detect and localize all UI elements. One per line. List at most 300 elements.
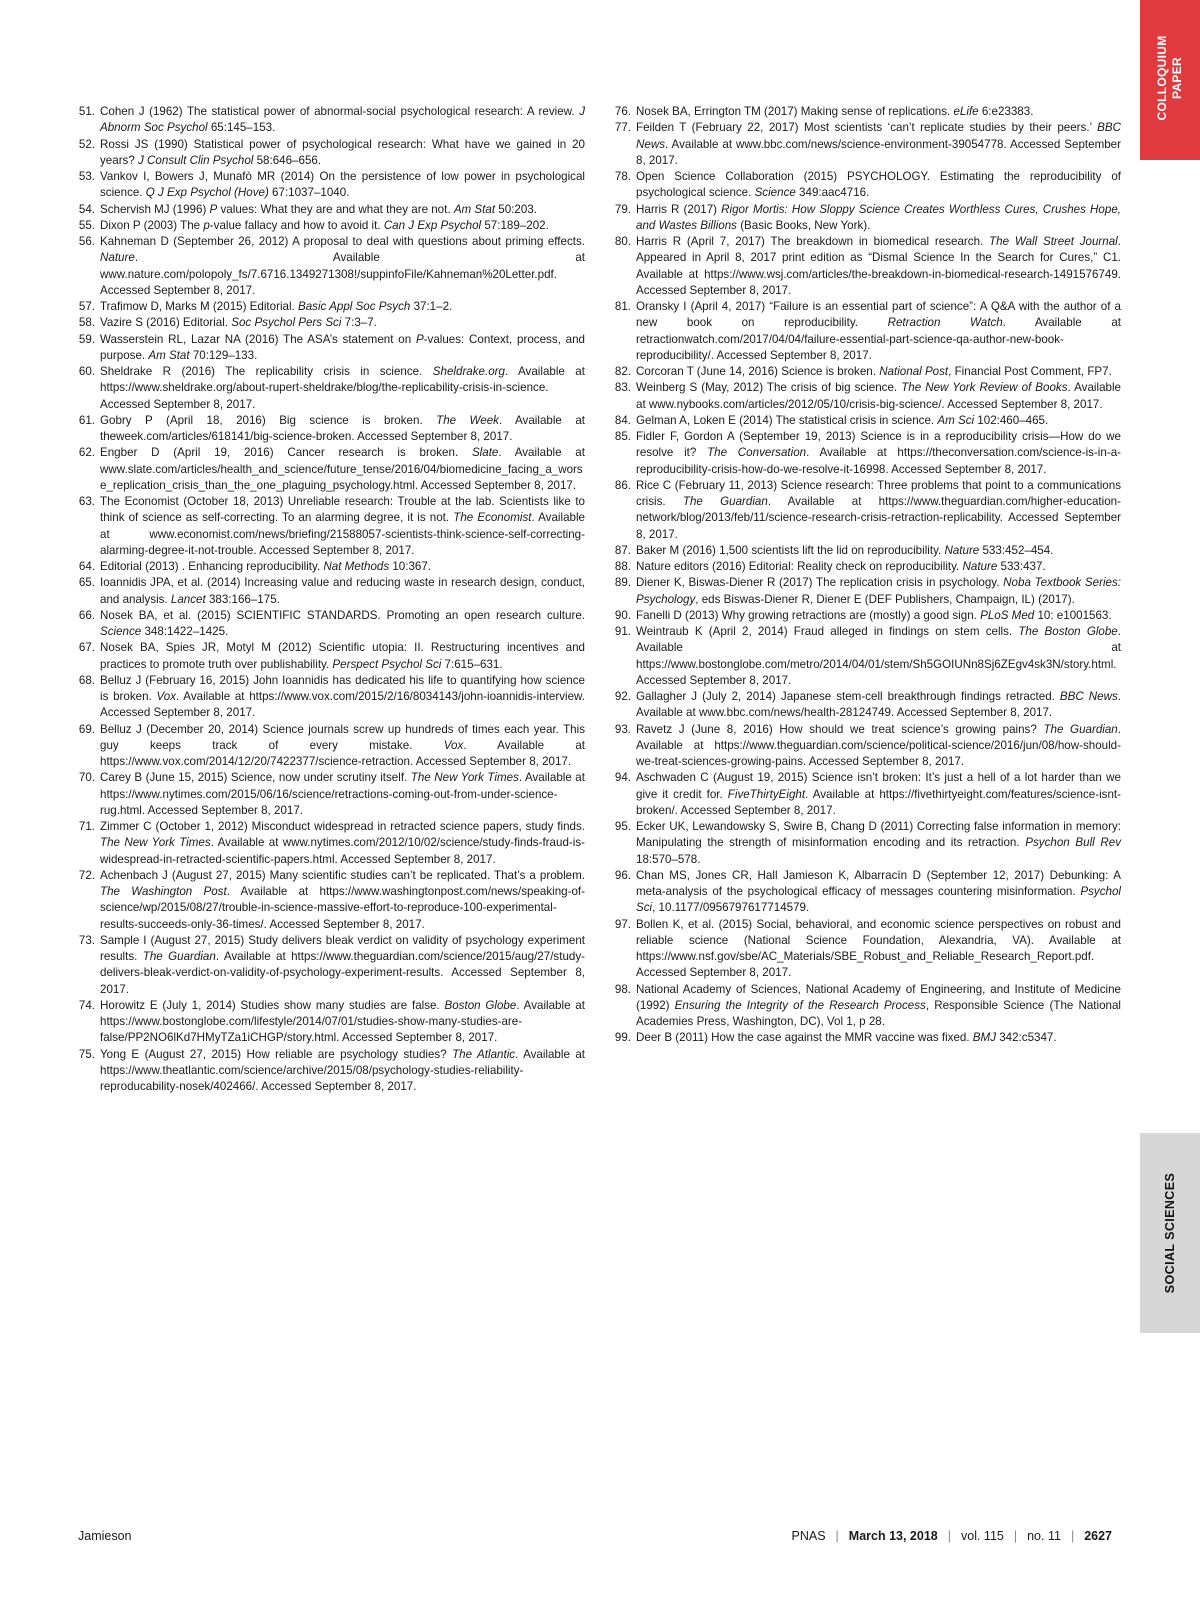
reference-segment: 50:203. <box>495 202 537 216</box>
reference-segment: The Economist (October 18, 2013) Unreliable research: Trouble at the lab. Scientists like to think of science as self-correcting. To an alarming degree, it is not. <box>100 495 585 525</box>
reference-number: 51. <box>78 105 95 118</box>
reference-item <box>73 299 585 315</box>
reference-segment: 533:452–454. <box>979 543 1054 557</box>
reference-number: 99. <box>614 1031 631 1045</box>
reference-number: 75. <box>78 1047 95 1061</box>
reference-segment: 533:437. <box>997 560 1046 573</box>
reference-segment: Editorial (2013) . Enhancing reproducibility. <box>100 560 324 573</box>
reference-item <box>73 559 585 575</box>
reference-item <box>609 478 1121 543</box>
reference-italic-segment: Boston Globe <box>444 998 517 1012</box>
reference-item <box>609 234 1121 299</box>
reference-item <box>609 689 1121 722</box>
reference-segment: (Basic Books, New York). <box>736 218 871 232</box>
reference-segment: Carey B (June 15, 2015) Science, now under scrutiny itself. <box>100 771 411 785</box>
footer-separator: | <box>1070 1529 1075 1543</box>
reference-segment: National Academy of Sciences, National Academy of Engineering, and Institute of Medicine (1992) <box>636 982 1121 1012</box>
reference-segment: Harris R (2017) <box>636 202 722 216</box>
reference-italic-segment: The Guardian <box>142 950 216 963</box>
reference-segment: . Available at www.economist.com/news/briefing/21588057-scientists-think-science-self-correcting-alarming-degree-it-not-trouble. Accessed September 8, 2017. <box>100 511 585 557</box>
reference-italic-segment: Science <box>100 625 142 638</box>
reference-segment: Nosek BA, Errington TM (2017) Making sense of replications. <box>636 105 954 118</box>
reference-italic-segment: J Consult Clin Psychol <box>138 153 254 167</box>
reference-item <box>609 380 1121 413</box>
reference-text <box>636 364 1121 380</box>
reference-italic-segment: The Atlantic <box>452 1047 516 1061</box>
footer-issue: no. 11 <box>1027 1529 1061 1543</box>
reference-segment: Sheldrake R (2016) The replicability crisis in science. <box>100 365 433 378</box>
reference-italic-segment: Can J Exp Psychol <box>383 218 482 232</box>
reference-number: 66. <box>78 608 95 622</box>
reference-number: 94. <box>614 771 631 785</box>
reference-text <box>100 218 585 234</box>
reference-item <box>73 494 585 559</box>
reference-number: 84. <box>614 413 631 427</box>
reference-number: 58. <box>78 316 95 330</box>
reference-segment: Deer B (2011) How the case against the MMR vaccine was fixed. <box>636 1031 973 1045</box>
reference-italic-segment: The Week <box>436 413 499 427</box>
reference-text <box>636 104 1121 120</box>
reference-item <box>73 673 585 722</box>
reference-segment: Ecker UK, Lewandowsky S, Swire B, Chang D (2011) Correcting false information in memory: Manipulating the strength of misinformation encoding and its retraction. <box>636 820 1121 850</box>
reference-italic-segment: Soc Psychol Pers Sci <box>231 316 342 330</box>
reference-text <box>636 575 1121 608</box>
reference-segment: Harris R (April 7, 2017) The breakdown in biomedical research. <box>636 235 990 248</box>
reference-item <box>609 559 1121 575</box>
reference-number: 65. <box>78 576 95 590</box>
reference-number: 92. <box>614 690 631 703</box>
reference-segment: . Available at https://theconversation.com/science-is-in-a-reproducibility-crisis-how-do-we-resolve-it-16998. Accessed September 8, 2017. <box>636 446 1122 476</box>
reference-text <box>636 917 1121 982</box>
reference-segment: Ravetz J (June 8, 2016) How should we treat science’s growing pains? <box>636 722 1044 736</box>
footer-journal: PNAS <box>791 1529 826 1543</box>
reference-italic-segment: BBC News <box>1059 690 1118 703</box>
colloquium-paper-tab <box>1140 0 1200 160</box>
reference-item <box>73 933 585 998</box>
reference-number: 64. <box>78 560 95 573</box>
reference-text <box>100 332 585 365</box>
tab-line-paper: PAPER <box>1170 57 1184 99</box>
references-right-column <box>609 104 1121 1047</box>
reference-segment: Trafimow D, Marks M (2015) Editorial. <box>100 300 298 313</box>
reference-text <box>636 543 1121 559</box>
footer-separator: | <box>835 1529 839 1543</box>
reference-italic-segment: Lancet <box>170 592 206 606</box>
reference-text <box>636 689 1121 722</box>
reference-italic-segment: P <box>209 202 218 216</box>
reference-segment: Rice C (February 11, 2013) Science research: Three problems that point to a communications crisis. <box>636 478 1121 508</box>
tab-line-colloquium: COLLOQUIUM <box>1155 35 1169 121</box>
reference-segment: . Available at https://fivethirtyeight.com/features/science-isnt-broken/. Accessed September 8, 2017. <box>636 787 1121 817</box>
reference-number: 69. <box>78 722 95 736</box>
reference-segment: Nosek BA, Spies JR, Motyl M (2012) Scientific utopia: II. Restructuring incentives and practices to promote truth over publishability. <box>100 641 585 671</box>
reference-italic-segment: The Wall Street Journal <box>989 235 1118 248</box>
reference-segment: 348:1422–1425. <box>141 625 229 638</box>
reference-italic-segment: FiveThirtyEight <box>727 787 806 801</box>
reference-text <box>100 608 585 641</box>
reference-number: 74. <box>78 998 95 1012</box>
reference-segment: Open Science Collaboration (2015) PSYCHOLOGY. Estimating the reproducibility of psychological science. <box>636 170 1121 200</box>
reference-segment: Baker M (2016) 1,500 scientists lift the lid on reproducibility. <box>636 543 945 557</box>
reference-segment: 57:189–202. <box>481 218 549 232</box>
reference-segment: Diener K, Biswas-Diener R (2017) The replication crisis in psychology. <box>636 576 1004 590</box>
reference-segment: Wasserstein RL, Lazar NA (2016) The ASA’s statement on <box>100 332 416 346</box>
reference-number: 55. <box>78 218 95 232</box>
reference-number: 96. <box>614 868 631 882</box>
reference-text <box>100 202 585 218</box>
reference-segment: . Available at theweek.com/articles/618141/big-science-broken. Accessed September 8, 2017. <box>100 413 585 443</box>
section-label: SOCIAL SCIENCES <box>1163 1172 1177 1294</box>
reference-italic-segment: Psychol Sci <box>636 885 1121 915</box>
reference-number: 86. <box>614 478 631 492</box>
reference-text <box>636 169 1121 202</box>
reference-item <box>73 202 585 218</box>
reference-segment: . Available at https://www.theguardian.com/science/2015/aug/27/study-delivers-bleak-verdict-on-validity-of-psychology-experiment-results. Accessed September 8, 2017. <box>100 950 585 996</box>
reference-text <box>100 998 585 1047</box>
reference-item <box>73 218 585 234</box>
reference-segment: 67:1037–1040. <box>268 186 350 200</box>
reference-segment: . Available at www.bbc.com/news/science-environment-39054778. Accessed September 8, 2017. <box>636 137 1121 167</box>
reference-segment: -value fallacy and how to avoid it. <box>209 218 384 232</box>
reference-italic-segment: Perspect Psychol Sci <box>332 657 442 671</box>
reference-italic-segment: Nature <box>100 251 135 265</box>
reference-segment: Gallagher J (July 2, 2014) Japanese stem-cell breakthrough findings retracted. <box>636 690 1060 703</box>
reference-number: 70. <box>78 771 95 785</box>
reference-number: 97. <box>614 917 631 931</box>
reference-segment: Nature editors (2016) Editorial: Reality check on reproducibility. <box>636 560 963 573</box>
reference-segment: 58:646–656. <box>253 153 322 167</box>
reference-number: 88. <box>614 560 631 573</box>
reference-segment: Vazire S (2016) Editorial. <box>100 316 232 330</box>
reference-text <box>636 982 1121 1031</box>
reference-italic-segment: National Post <box>879 365 949 378</box>
reference-item <box>73 868 585 933</box>
reference-item <box>609 543 1121 559</box>
reference-text <box>636 770 1121 819</box>
reference-text <box>100 722 585 771</box>
reference-segment: Vankov I, Bowers J, Munafò MR (2014) On the persistence of low power in psychological science. <box>100 170 585 200</box>
reference-number: 72. <box>78 868 95 882</box>
reference-text <box>100 104 585 137</box>
reference-item <box>73 445 585 494</box>
reference-item <box>609 299 1121 364</box>
reference-italic-segment: Retraction Watch <box>887 316 1003 330</box>
reference-text <box>636 120 1121 169</box>
reference-segment: 342:c5347. <box>995 1031 1057 1045</box>
reference-text <box>100 933 585 998</box>
reference-italic-segment: The Economist <box>453 511 532 525</box>
reference-segment: . Available at https://www.theatlantic.com/science/archive/2015/08/psychology-studies-reliability-reproducability-nosek/402466/. Accessed September 8, 2017. <box>100 1047 585 1093</box>
reference-text <box>636 413 1121 429</box>
reference-text <box>636 234 1121 299</box>
reference-segment: -values: Context, process, and purpose. <box>100 332 585 362</box>
footer-page-number: 2627 <box>1084 1529 1112 1543</box>
reference-item <box>73 169 585 202</box>
reference-item <box>73 608 585 641</box>
reference-segment: . Available at https://www.theguardian.com/science/political-science/2016/jun/08/how-should-we-treat-sciences-growing-pains. Accessed September 8, 2017. <box>636 722 1121 768</box>
reference-item <box>73 640 585 673</box>
reference-text <box>636 429 1121 478</box>
reference-number: 83. <box>614 381 631 395</box>
reference-italic-segment: The Guardian <box>1043 722 1118 736</box>
reference-text <box>100 413 585 446</box>
reference-italic-segment: J Abnorm Soc Psychol <box>100 105 585 135</box>
reference-segment: Bollen K, et al. (2015) Social, behavioral, and economic science perspectives on robust and reliable science (National Science Foundation, Alexandria, VA). Available at https://www.nsf.gov/sbe/AC_Materials/SBE_Robust_and_Reliable_Research_Report.pdf. Accessed September 8, 2017. <box>636 917 1121 980</box>
reference-italic-segment: The Guardian <box>682 495 768 508</box>
reference-text <box>636 868 1121 917</box>
reference-segment: . Appeared in April 8, 2017 print edition as “Dismal Science In the Search for Cures,” C1. Available at https://www.wsj.com/articles/the-breakdown-in-biomedical-research-1491576749. Accessed September 8, 2017. <box>636 235 1121 297</box>
reference-text <box>636 299 1121 364</box>
reference-italic-segment: The Boston Globe <box>1018 625 1118 638</box>
reference-text <box>636 380 1121 413</box>
reference-item <box>609 819 1121 868</box>
reference-segment: . Available at https://www.sheldrake.org/about-rupert-sheldrake/blog/the-replicability-crisis-in-science. Accessed September 8, 2017. <box>100 365 585 411</box>
reference-item <box>73 1047 585 1096</box>
reference-item <box>73 137 585 170</box>
reference-segment: Yong E (August 27, 2015) How reliable are psychology studies? <box>100 1047 453 1061</box>
reference-item <box>73 332 585 365</box>
reference-number: 63. <box>78 495 95 508</box>
reference-italic-segment: Nature <box>962 560 998 573</box>
reference-item <box>73 234 585 299</box>
reference-text <box>100 169 585 202</box>
reference-segment: . Available at retractionwatch.com/2017/04/04/failure-essential-part-science-qa-author-new-book-reproducibility/. Accessed September 8, 2017. <box>636 316 1121 362</box>
reference-segment: 10: e1001563. <box>1034 608 1112 622</box>
reference-segment: , Responsible Science (The National Academies Press, Washington, DC), Vol 1, p 28. <box>636 998 1122 1028</box>
reference-text <box>100 234 585 299</box>
reference-item <box>73 104 585 137</box>
reference-segment: Nosek BA, et al. (2015) SCIENTIFIC STANDARDS. Promoting an open research culture. <box>100 608 585 622</box>
reference-number: 89. <box>614 576 631 590</box>
reference-segment: . Available at https://www.bostonglobe.com/metro/2014/04/01/stem/Sh5GOIUNn8Sj6ZEgv4sk3N/story.html. Accessed September 8, 2017. <box>636 625 1121 687</box>
reference-segment: Zimmer C (October 1, 2012) Misconduct widespread in retracted science papers, study finds. <box>100 820 585 833</box>
reference-segment: . Available at https://www.vox.com/2014/12/20/7422377/science-retraction. Accessed September 8, 2017. <box>100 738 585 768</box>
reference-segment: Rossi JS (1990) Statistical power of psychological research: What have we gained in 20 years? <box>100 137 585 167</box>
reference-item <box>609 1030 1121 1046</box>
reference-segment: , eds Biswas-Diener R, Diener E (DEF Publishers, Champaign, IL) (2017). <box>695 592 1075 606</box>
reference-segment: . Available at https://www.vox.com/2015/2/16/8034143/john-ioannidis-interview. Accessed September 8, 2017. <box>100 690 585 720</box>
reference-item <box>609 624 1121 689</box>
reference-italic-segment: Am Stat <box>453 202 496 216</box>
reference-italic-segment: Basic Appl Soc Psych <box>298 300 411 313</box>
footer-separator: | <box>947 1529 951 1543</box>
reference-italic-segment: Nat Methods <box>323 560 390 573</box>
footer-author: Jamieson <box>78 1529 132 1543</box>
reference-number: 82. <box>614 365 631 378</box>
reference-segment: . Available at www.slate.com/articles/health_and_science/future_tense/2016/04/biomedicine_facing_a_worse_replication_crisis_than_the_one_plaguing_psychology.html. Accessed September 8, 2017. <box>100 446 585 492</box>
reference-number: 52. <box>78 137 95 151</box>
reference-item <box>609 169 1121 202</box>
reference-italic-segment: P <box>415 332 424 346</box>
reference-item <box>609 868 1121 917</box>
reference-text <box>100 364 585 413</box>
reference-italic-segment: The Washington Post <box>100 885 227 898</box>
reference-number: 53. <box>78 170 95 183</box>
reference-text <box>100 575 585 608</box>
reference-segment: . Available at https://www.washingtonpost.com/news/speaking-of-science/wp/2015/08/27/trouble-in-science-massive-effort-to-reproduce-100-experimental-results-succeeds-only-36-times/. Accessed September 8, 2017. <box>100 885 586 931</box>
reference-segment: Fidler F, Gordon A (September 19, 2013) Science is in a reproducibility crisis—How do we resolve it? <box>636 430 1121 460</box>
reference-text <box>636 202 1121 235</box>
reference-italic-segment: Nature <box>944 543 980 557</box>
reference-italic-segment: BBC News <box>636 121 1121 151</box>
reference-item <box>609 120 1121 169</box>
reference-number: 59. <box>78 332 95 346</box>
reference-text <box>636 608 1121 624</box>
reference-text <box>636 624 1121 689</box>
reference-italic-segment: Am Sci <box>937 413 975 427</box>
reference-segment: Belluz J (December 20, 2014) Science journals screw up hundreds of times each year. This guy keeps track of every mistake. <box>100 722 585 752</box>
footer-date: March 13, 2018 <box>848 1529 938 1543</box>
reference-text <box>636 559 1121 575</box>
reference-item <box>609 364 1121 380</box>
reference-item <box>609 722 1121 771</box>
reference-segment: Corcoran T (June 14, 2016) Science is broken. <box>636 365 880 378</box>
reference-italic-segment: p <box>203 218 210 232</box>
reference-number: 57. <box>78 300 95 313</box>
reference-number: 68. <box>78 673 95 687</box>
reference-italic-segment: Sheldrake.org <box>432 365 505 378</box>
reference-text <box>100 445 585 494</box>
reference-segment: 10:367. <box>389 560 432 573</box>
reference-text <box>100 494 585 559</box>
reference-italic-segment: Ensuring the Integrity of the Research Process <box>674 998 926 1012</box>
reference-segment: 6:e23383. <box>978 105 1034 118</box>
reference-text <box>100 640 585 673</box>
reference-text <box>100 559 585 575</box>
reference-number: 90. <box>614 608 631 622</box>
footer-volume: vol. 115 <box>961 1529 1004 1543</box>
reference-text <box>100 868 585 933</box>
reference-italic-segment: The New York Times <box>100 836 211 850</box>
reference-item <box>73 770 585 819</box>
reference-item <box>73 364 585 413</box>
reference-segment: Schervish MJ (1996) <box>100 202 210 216</box>
reference-segment: Engber D (April 19, 2016) Cancer research is broken. <box>100 446 472 460</box>
reference-segment: . Available at www.nytimes.com/2012/10/02/science/study-finds-fraud-is-widespread-in-retracted-scientific-papers.html. Accessed September 8, 2017. <box>100 836 585 866</box>
reference-text <box>100 299 585 315</box>
reference-item <box>73 413 585 446</box>
reference-segment: . Available at https://www.theguardian.com/higher-education-network/blog/2013/feb/11/science-research-crisis-retraction-replicability. Accessed September 8, 2017. <box>636 495 1121 541</box>
reference-segment: Cohen J (1962) The statistical power of abnormal-social psychological research: A review. <box>100 105 580 118</box>
reference-text <box>636 1030 1121 1046</box>
reference-italic-segment: Am Stat <box>148 348 190 362</box>
reference-text <box>100 673 585 722</box>
reference-segment: Gelman A, Loken E (2014) The statistical crisis in science. <box>636 413 938 427</box>
reference-item <box>73 575 585 608</box>
reference-number: 67. <box>78 641 95 655</box>
reference-item <box>73 722 585 771</box>
colloquium-paper-label <box>1155 36 1185 121</box>
reference-item <box>609 413 1121 429</box>
reference-item <box>609 608 1121 624</box>
reference-segment: . Available at www.nature.com/polopoly_fs/7.6716.1349271308!/suppinfoFile/Kahneman%20Letter.pdf. Accessed September 8, 2017. <box>100 251 585 297</box>
reference-item <box>609 202 1121 235</box>
reference-item <box>609 575 1121 608</box>
reference-segment: 7:615–631. <box>441 657 503 671</box>
references-left-column <box>73 104 585 1095</box>
reference-item <box>609 104 1121 120</box>
reference-segment: Weinberg S (May, 2012) The crisis of big science. <box>636 381 902 395</box>
reference-italic-segment: The New York Review of Books <box>901 381 1068 395</box>
reference-text <box>100 137 585 170</box>
reference-segment: . Available at www.bbc.com/news/health-28124749. Accessed September 8, 2017. <box>636 690 1121 720</box>
reference-number: 79. <box>614 202 631 216</box>
reference-segment: 102:460–465. <box>974 413 1049 427</box>
reference-italic-segment: Noba Textbook Series: Psychology <box>636 576 1122 606</box>
reference-number: 85. <box>614 430 631 443</box>
reference-segment: Weintraub K (April 2, 2014) Fraud alleged in findings on stem cells. <box>636 625 1019 638</box>
reference-italic-segment: Science <box>754 186 796 200</box>
reference-segment: 349:aac4716. <box>795 186 870 200</box>
reference-segment: 383:166–175. <box>205 592 280 606</box>
reference-italic-segment: BMJ <box>972 1031 996 1045</box>
reference-segment: Aschwaden C (August 19, 2015) Science isn’t broken: It’s just a hell of a lot harder than we give it credit for. <box>636 771 1121 801</box>
reference-italic-segment: PLoS Med <box>980 608 1035 622</box>
reference-number: 98. <box>614 982 631 996</box>
reference-number: 56. <box>78 235 95 248</box>
reference-number: 60. <box>78 365 95 378</box>
reference-number: 71. <box>78 820 95 833</box>
reference-segment: . Available at https://www.nytimes.com/2015/06/16/science/retractions-coming-out-from-under-science-rug.html. Accessed September 8, 2017. <box>100 771 585 817</box>
reference-item <box>609 770 1121 819</box>
reference-italic-segment: Rigor Mortis: How Sloppy Science Creates Worthless Cures, Crushes Hope, and Wastes Billions <box>636 202 1121 232</box>
reference-segment: values: What they are and what they are not. <box>217 202 454 216</box>
reference-italic-segment: eLife <box>953 105 979 118</box>
reference-number: 54. <box>78 202 95 216</box>
reference-item <box>73 315 585 331</box>
reference-item <box>73 998 585 1047</box>
reference-segment: 65:145–153. <box>207 121 276 135</box>
reference-segment: , Financial Post Comment, FP7. <box>948 365 1112 378</box>
reference-number: 76. <box>614 105 631 118</box>
reference-segment: 37:1–2. <box>410 300 453 313</box>
reference-segment: Ioannidis JPA, et al. (2014) Increasing value and reducing waste in research design, conduct, and analysis. <box>100 576 585 606</box>
reference-text <box>100 770 585 819</box>
reference-italic-segment: Q J Exp Psychol (Hove) <box>145 186 269 200</box>
reference-number: 73. <box>78 933 95 947</box>
page-footer <box>78 1527 1112 1545</box>
reference-number: 61. <box>78 413 95 427</box>
reference-number: 93. <box>614 722 631 736</box>
reference-segment: 18:570–578. <box>636 852 701 866</box>
footer-citation <box>792 1527 1113 1545</box>
reference-segment: 7:3–7. <box>341 316 377 330</box>
reference-segment: , 10.1177/0956797617714579. <box>652 901 810 915</box>
reference-text <box>636 819 1121 868</box>
reference-number: 77. <box>614 121 631 135</box>
reference-segment: Kahneman D (September 26, 2012) A proposal to deal with questions about priming effects. <box>100 235 585 248</box>
reference-italic-segment: Psychon Bull Rev <box>1025 836 1121 850</box>
reference-number: 80. <box>614 235 631 248</box>
reference-number: 78. <box>614 170 631 183</box>
reference-segment: Horowitz E (July 1, 2014) Studies show many studies are false. <box>100 998 445 1012</box>
reference-segment: Achenbach J (August 27, 2015) Many scientific studies can’t be replicated. That’s a problem. <box>100 868 585 882</box>
reference-number: 87. <box>614 543 631 557</box>
reference-italic-segment: Vox <box>156 690 177 703</box>
reference-segment: Feilden T (February 22, 2017) Most scientists ‘can’t replicate studies by their peers.’ <box>636 121 1098 135</box>
reference-text <box>636 722 1121 771</box>
reference-number: 95. <box>614 820 631 833</box>
reference-italic-segment: The Conversation <box>707 446 807 460</box>
reference-segment: . Available at www.nybooks.com/articles/2012/05/10/crisis-big-science/. Accessed September 8, 2017. <box>636 381 1121 411</box>
reference-segment: Sample I (August 27, 2015) Study delivers bleak verdict on validity of psychology experiment results. <box>100 933 585 963</box>
reference-segment: . Available at https://www.bostonglobe.com/lifestyle/2014/07/01/studies-show-many-studies-are-false/PP2NO6lKd7HMyTZa1iCHGP/story.html. Accessed September 8, 2017. <box>100 998 585 1045</box>
reference-segment: 70:129–133. <box>189 348 258 362</box>
reference-segment: Dixon P (2003) The <box>100 218 204 232</box>
reference-item <box>609 982 1121 1031</box>
reference-italic-segment: Vox <box>443 738 464 752</box>
reference-number: 81. <box>614 300 631 313</box>
